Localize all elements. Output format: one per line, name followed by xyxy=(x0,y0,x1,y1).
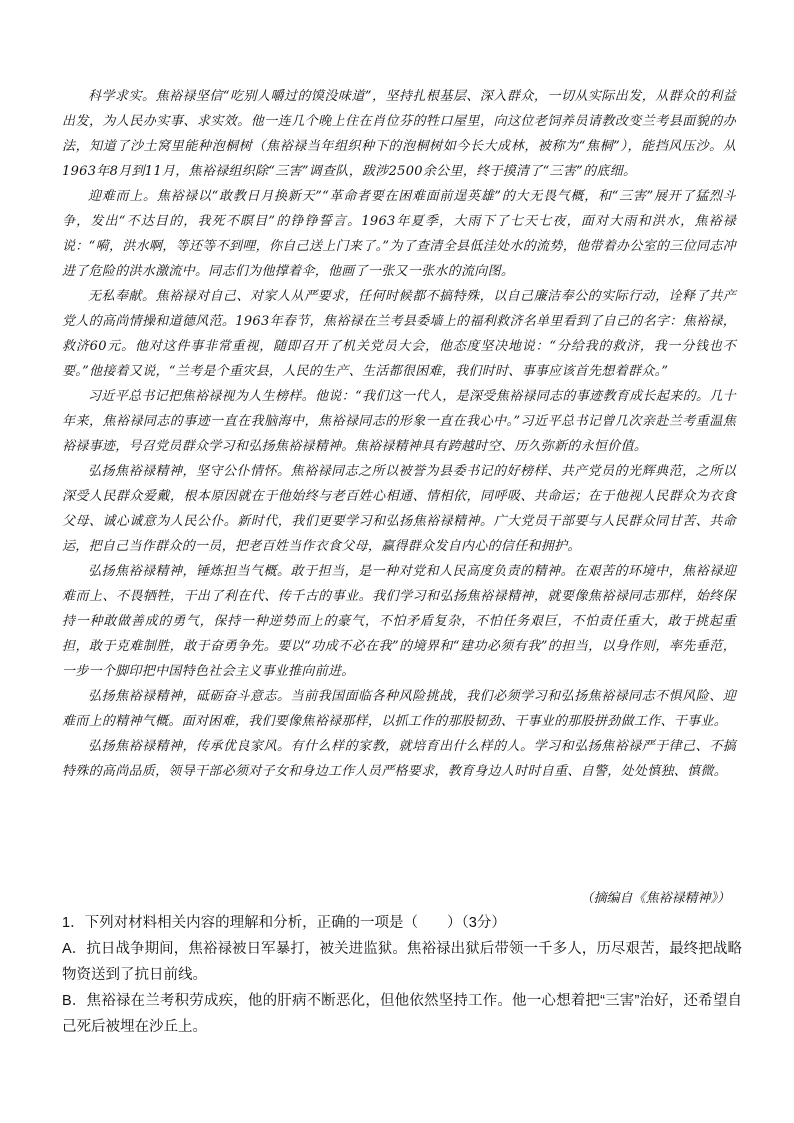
passage-paragraph: 弘扬焦裕禄精神，传承优良家风。有什么样的家教，就培育出什么样的人。学习和弘扬焦裕禄严于律己、不搞特殊的高尚品质，领导干部必须对子女和身边工作人员严格要求，教育身边人时时自重、自警，处处慎独、慎微。 xyxy=(62,739,736,779)
passage-paragraph: 迎难而上。焦裕禄以“敢教日月换新天”“革命者要在困难面前逞英雄”的大无畏气概，和“三害”展开了猛烈斗争，发出“不达目的，我死不瞑目”的铮铮誓言。1963年夏季，大雨下了七天七夜，面对大雨和洪水，焦裕禄说：“嗬，洪水啊，等还等不到哩，你自己送上门来了。”为了查清全县低洼处水的流势，他带着办公室的三位同志冲进了危险的洪水激流中。同志们为他撑着伞，他画了一张又一张水的流向图。 xyxy=(62,189,736,279)
passage-paragraph: 习近平总书记把焦裕禄视为人生榜样。他说：“我们这一代人，是深受焦裕禄同志的事迹教育成长起来的。几十年来，焦裕禄同志的事迹一直在我脑海中，焦裕禄同志的形象一直在我心中。”习近平总书记曾几次亲赴兰考重温焦裕禄事迹，号召党员群众学习和弘扬焦裕禄精神。焦裕禄精神具有跨越时空、历久弥新的永恒价值。 xyxy=(62,389,736,454)
passage-source: （摘编自《焦裕禄精神》） xyxy=(580,891,730,906)
passage-paragraph: 弘扬焦裕禄精神，锤炼担当气概。敢于担当，是一种对党和人民高度负责的精神。在艰苦的环境中，焦裕禄迎难而上、不畏牺牲，干出了利在代、传千古的事业。我们学习和弘扬焦裕禄精神，就要像焦裕禄同志那样，始终保持一种敢做善成的勇气，保持一种逆势而上的豪气，不怕矛盾复杂，不怕任务艰巨，不怕责任重大，敢于挑起重担，敢于克难制胜，敢于奋勇争先。要以“功成不必在我”的境界和“建功必须有我”的担当，以身作则，率先垂范，一步一个脚印把中国特色社会主义事业推向前进。 xyxy=(62,564,736,679)
answer-option-a: A．抗日战争期间，焦裕禄被日军暴打，被关进监狱。焦裕禄出狱后带领一千多人，历尽艰苦，最终把战略物资送到了抗日前线。 xyxy=(62,941,742,983)
passage-paragraph: 科学求实。焦裕禄坚信“吃别人嚼过的馍没味道”，坚持扎根基层、深入群众，一切从实际出发，从群众的利益出发，为人民办实事、求实效。他一连几个晚上住在肖位芬的牲口屋里，向这位老饲养员请教改变兰考县面貌的办法，知道了沙土窝里能种泡桐树（焦裕禄当年组织种下的泡桐树如今长大成林，被称为“焦桐”），能挡风压沙。从1963年8月到11月，焦裕禄组织除“三害”调查队，跋涉2500余公里，终于摸清了“三害”的底细。 xyxy=(62,89,736,179)
passage-paragraph: 弘扬焦裕禄精神，坚守公仆情怀。焦裕禄同志之所以被誉为县委书记的好榜样、共产党员的光辉典范，之所以深受人民群众爱戴，根本原因就在于他始终与老百姓心相通、情相依，同呼吸、共命运；在于他视人民群众为衣食父母、诚心诚意为人民公仆。新时代，我们更要学习和弘扬焦裕禄精神。广大党员干部要与人民群众同甘苦、共命运，把自己当作群众的一员，把老百姓当作衣食父母，赢得群众发自内心的信任和拥护。 xyxy=(62,464,736,554)
question-stem: 1．下列对材料相关内容的理解和分析，正确的一项是（ ）（3分） xyxy=(62,915,506,931)
question-block xyxy=(62,910,742,1040)
passage-paragraph: 无私奉献。焦裕禄对自己、对家人从严要求，任何时候都不搞特殊，以自己廉洁奉公的实际行动，诠释了共产党人的高尚情操和道德风范。1963年春节，焦裕禄在兰考县委墙上的福利救济名单里看到了自己的名字：焦裕禄，救济60元。他对这件事非常重视，随即召开了机关党员大会，他态度坚决地说：“分给我的救济，我一分钱也不要。”他接着又说，“兰考是个重灾县，人民的生产、生活都很困难，我们时时、事事应该首先想着群众。” xyxy=(62,289,736,379)
answer-option-b: B．焦裕禄在兰考积劳成疾，他的肝病不断恶化，但他依然坚持工作。他一心想着把“三害”治好，还希望自己死后被埋在沙丘上。 xyxy=(62,993,742,1035)
passage-paragraph: 弘扬焦裕禄精神，砥砺奋斗意志。当前我国面临各种风险挑战，我们必须学习和弘扬焦裕禄同志不惧风险、迎难而上的精神气概。面对困难，我们要像焦裕禄那样，以抓工作的那股韧劲、干事业的那股拼劲做工作、干事业。 xyxy=(62,689,736,729)
reading-passage xyxy=(62,84,736,784)
